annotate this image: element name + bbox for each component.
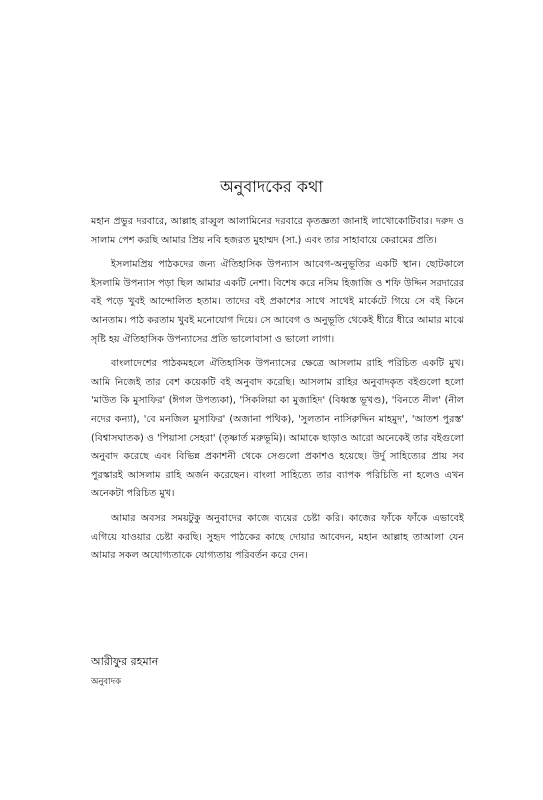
paragraph-aslam-rahi: বাংলাদেশের পাঠকমহলে ঐতিহাসিক উপন্যাসের ক্ষেত্রে আসলাম রাহি পরিচিত একটি মুখ। আমি নিজেই তার বেশ কয়েকটি বই অনুবাদ করেছি। আসলাম রাহির অনুবাদকৃত বইগুলো হলো 'মাউত কি মুসাফির' (ঈগল উপত্যকা), 'সিকলিয়া কা মুজাহিদ' (বিধ্বস্ত ভূখণ্ড), 'বিনতে নীল' (নীল নদের কন্যা), 'বে মনজিল মুসাফির' (অজানা পথিক), 'সুলতান নাসিরুদ্দিন মাহমুদ', 'আতশ পুরস্ত' (বিশ্বাসঘাতক) ও 'পিয়াসা সেহরা' (তৃষ্ণার্ত মরুভূমি)। আমাকে ছাড়াও আরো অনেকেই তার বইগুলো অনুবাদ করেছে এবং বিভিন্ন প্রকাশনী থেকে সেগুলো প্রকাশও হয়েছে। উর্দু সাহিত্যের প্রায় সব পুরস্কারই আসলাম রাহি অর্জন করেছেন। বাংলা সাহিত্যে তার ব্যাপক পরিচিতি না হলেও এখন অনেকটা পরিচিত মুখ।: [91, 358, 464, 500]
signature-name: আরীফুর রহমান: [91, 655, 159, 668]
signature-role: অনুবাদক: [91, 677, 122, 687]
page-title: অনুবাদকের কথা: [219, 177, 324, 196]
paragraph-historical-novels: ইসলামপ্রিয় পাঠকদের জন্য ঐতিহাসিক উপন্যাস আবেগ-অনুভূতির একটি স্থান। ছোটকালে ইসলামি উপন্যাস পড়া ছিল আমার একটি নেশা। বিশেষ করে নসিম হিজাজি ও শফি উদ্দিন সরদারের বই পড়ে খুবই আন্দোলিত হতাম। তাদের বই প্রকাশের সাথে সাথেই মার্কেটে গিয়ে সে বই কিনে আনতাম। পাঠ করতাম খুবই মনোযোগ দিয়ে। সে আবেগ ও অনুভূতি থেকেই ধীরে ধীরে আমার মাঝে সৃষ্টি হয় ঐতিহাসিক উপন্যাসের প্রতি ভালোবাসা ও ভালো লাগা।: [91, 259, 464, 345]
paragraph-closing: আমার অবসর সময়টুকু অনুবাদের কাজে ব্যয়ের চেষ্টা করি। কাজের ফাঁকে ফাঁকে এভাবেই এগিয়ে যাওয়ার চেষ্টা করছি। সুহৃদ পাঠকের কাছে দোয়ার আবেদন, মহান আল্লাহ তাআলা যেন আমার সকল অযোগ্যতাকে যোগ্যতায় পরিবর্তন করে দেন।: [91, 512, 464, 562]
preface-body: [91, 213, 464, 572]
paragraph-gratitude: মহান প্রভুর দরবারে, আল্লাহ রাব্বুল আলামিনের দরবারে কৃতজ্ঞতা জানাই লাখোকোটিবার। দরুদ ও সালাম পেশ করছি আমার প্রিয় নবি হজরত মুহাম্মদ (সা.) এবং তার সাহাবায়ে কেরামের প্রতি।: [91, 216, 464, 246]
